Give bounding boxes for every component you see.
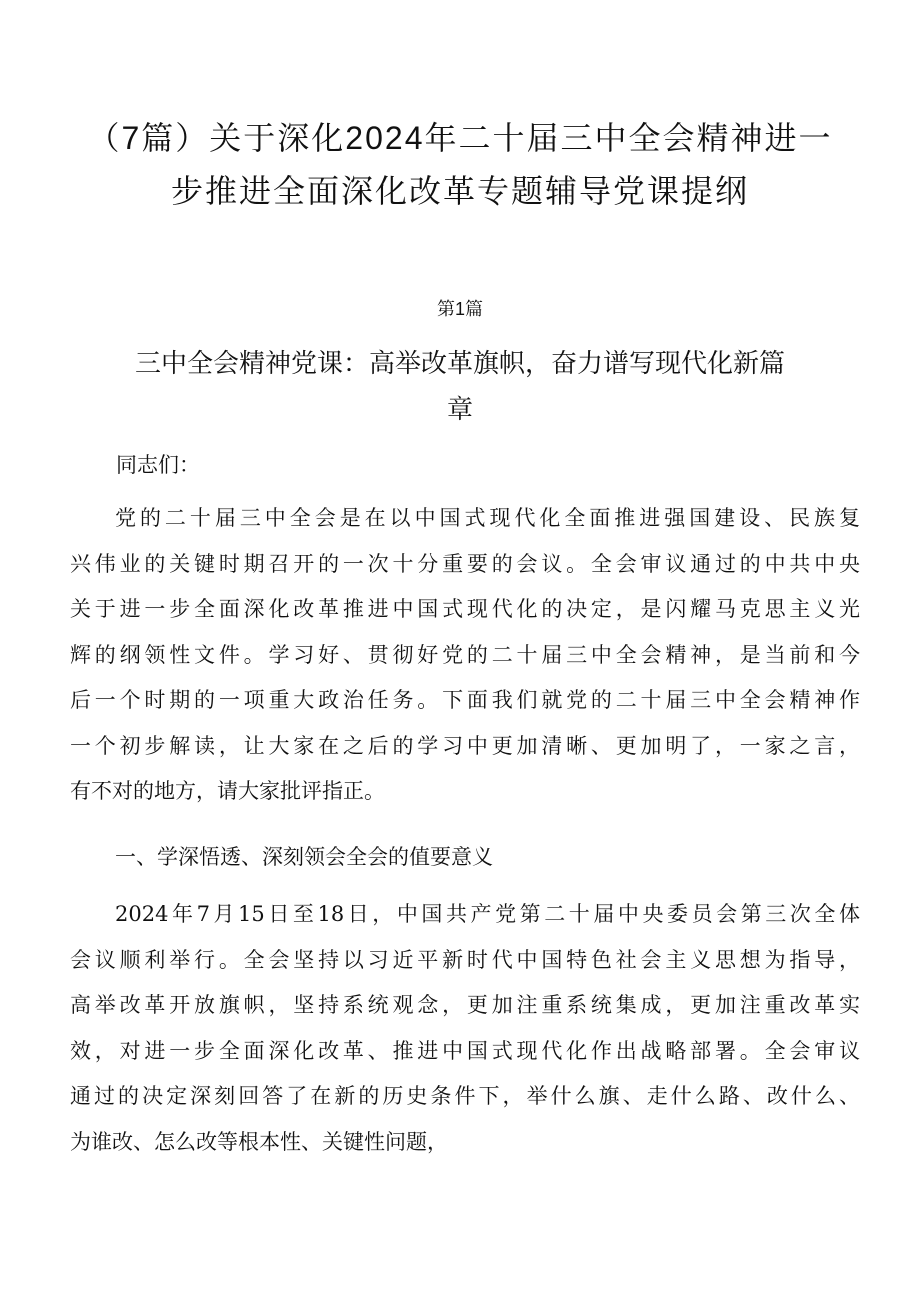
paragraph-line: 为谁改、怎么改等根本性、关键性问题， xyxy=(70,1129,448,1154)
paragraph-line: 关于进一步全面深化改革推进中国式现代化的决定，是闪耀马克思主义光 xyxy=(70,597,860,621)
paragraph-line: 一个初步解读，让大家在之后的学习中更加清晰、更加明了，一家之言， xyxy=(70,733,860,758)
paragraph-line: 通过的决定深刻回答了在新的历史条件下，举什么旗、走什么路、改什么、 xyxy=(70,1084,860,1108)
paragraph-line: 高举改革开放旗帜，坚持系统观念，更加注重系统集成，更加注重改革实 xyxy=(70,993,860,1017)
document-title xyxy=(60,112,860,218)
paragraph-line: 有不对的地方，请大家批评指正。 xyxy=(70,779,385,803)
paragraph-line: 辉的纲领性文件。学习好、贯彻好党的二十届三中全会精神，是当前和今 xyxy=(70,642,860,667)
document-title-line: 步推进全面深化改革专题辅导党课提纲 xyxy=(170,173,749,209)
paragraph-line: 效，对进一步全面深化改革、推进中国式现代化作出战略部署。全会审议 xyxy=(70,1038,860,1063)
paragraph-line: 兴伟业的关键时期召开的一次十分重要的会议。全会审议通过的中共中央 xyxy=(70,551,860,576)
paragraph-line: 后一个时期的一项重大政治任务。下面我们就党的二十届三中全会精神作 xyxy=(70,688,860,712)
document-title-line: （7篇）关于深化2024年二十届三中全会精神进一 xyxy=(87,120,833,156)
salutation: 同志们： xyxy=(116,453,200,477)
section-heading: 一、学深悟透、深刻领会全会的值要意义 xyxy=(115,846,493,869)
paragraph-line: 2024年7月15日至18日，中国共产党第二十届中央委员会第三次全体 xyxy=(115,902,860,926)
section-title xyxy=(110,340,810,432)
body-paragraph xyxy=(70,496,860,815)
section-title-line: 三中全会精神党课：高举改革旗帜，奋力谱写现代化新篇 xyxy=(134,348,785,378)
section-title-line: 章 xyxy=(446,394,473,424)
paragraph-line: 党的二十届三中全会是在以中国式现代化全面推进强国建设、民族复 xyxy=(115,506,860,530)
body-paragraph xyxy=(70,892,860,1165)
paragraph-line: 会议顺利举行。全会坚持以习近平新时代中国特色社会主义思想为指导， xyxy=(70,947,860,972)
section-label: 第1篇 xyxy=(436,299,483,319)
